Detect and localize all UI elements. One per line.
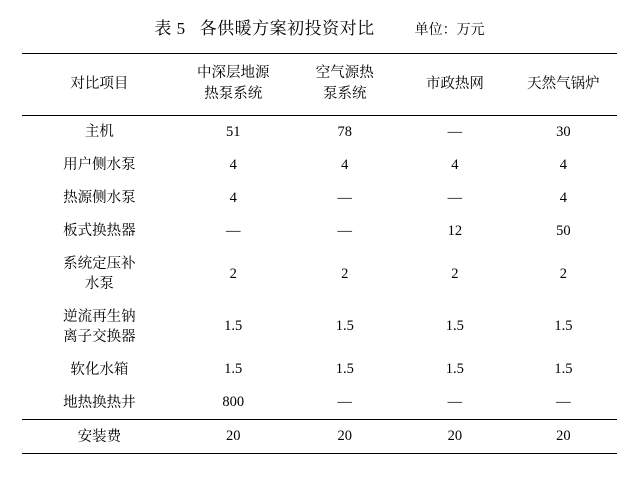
table-number: 表 5 (154, 19, 186, 38)
table-row (22, 182, 617, 215)
row-value: — (400, 116, 510, 150)
row-value: 1.5 (335, 361, 354, 378)
table-caption (22, 0, 617, 53)
row-value: 78 (290, 116, 400, 150)
row-label: 系统定压补 水泵 (63, 256, 136, 293)
row-value: 1.5 (445, 318, 464, 335)
row-value: 2 (229, 265, 237, 282)
caption-unit: 单位：万元 (414, 23, 485, 38)
row-value: 4 (229, 190, 237, 207)
table-row (22, 116, 617, 150)
table-row (22, 248, 617, 301)
row-value: 1.5 (554, 318, 573, 335)
row-value: 4 (341, 157, 349, 174)
row-value: 4 (229, 157, 237, 174)
row-value: — (556, 394, 571, 411)
column-header-item: 对比项目 (22, 54, 177, 116)
row-value: 4 (559, 190, 568, 207)
table-footer-rule (22, 454, 617, 455)
row-value: — (337, 223, 353, 240)
table-row (22, 353, 617, 386)
row-value: 2 (559, 265, 568, 282)
table-row (22, 149, 617, 182)
table-row (22, 420, 617, 454)
row-value: — (447, 394, 463, 411)
row-value: 51 (177, 116, 290, 150)
row-value: 800 (222, 394, 245, 411)
row-value: 20 (290, 420, 400, 454)
row-value: 1.5 (554, 361, 573, 378)
column-header-gas-boiler: 天然气锅炉 (510, 54, 617, 116)
table-header-row (22, 54, 617, 116)
row-value: 1.5 (224, 318, 243, 335)
row-label: 逆流再生钠 离子交换器 (63, 308, 136, 345)
row-value: 4 (451, 157, 459, 174)
row-label: 板式换热器 (63, 223, 136, 240)
row-value: — (225, 223, 241, 240)
column-header-district-heating: 市政热网 (400, 54, 510, 116)
row-value: 2 (451, 265, 459, 282)
row-label: 热源侧水泵 (63, 190, 136, 207)
row-value: 20 (400, 420, 510, 454)
row-label: 用户侧水泵 (63, 157, 136, 174)
row-value: 20 (510, 420, 617, 454)
row-value: 1.5 (445, 361, 464, 378)
table-row (22, 386, 617, 420)
row-value: 2 (341, 265, 349, 282)
row-value: 30 (510, 116, 617, 150)
row-label: 地热换热井 (63, 394, 136, 411)
table-row (22, 215, 617, 248)
column-header-air-source: 空气源热 泵系统 (290, 54, 400, 116)
column-header-deep-ground-source: 中深层地源 热泵系统 (177, 54, 290, 116)
row-value: 4 (559, 157, 568, 174)
table-row (22, 301, 617, 354)
row-value: 50 (556, 223, 571, 240)
row-value: — (447, 190, 463, 207)
row-label: 安装费 (22, 420, 177, 454)
investment-comparison-table (22, 53, 617, 454)
table-body (22, 116, 617, 454)
row-label: 主机 (22, 116, 177, 150)
row-label: 软化水箱 (70, 361, 129, 378)
row-value: 1.5 (335, 318, 354, 335)
row-value: 20 (177, 420, 290, 454)
table-header (22, 54, 617, 116)
row-value: — (337, 190, 353, 207)
caption-title (154, 14, 374, 39)
row-value: 12 (447, 223, 463, 240)
row-value: — (337, 394, 353, 411)
caption-title-text: 各供暖方案初投资对比 (199, 19, 375, 38)
row-value: 1.5 (224, 361, 243, 378)
